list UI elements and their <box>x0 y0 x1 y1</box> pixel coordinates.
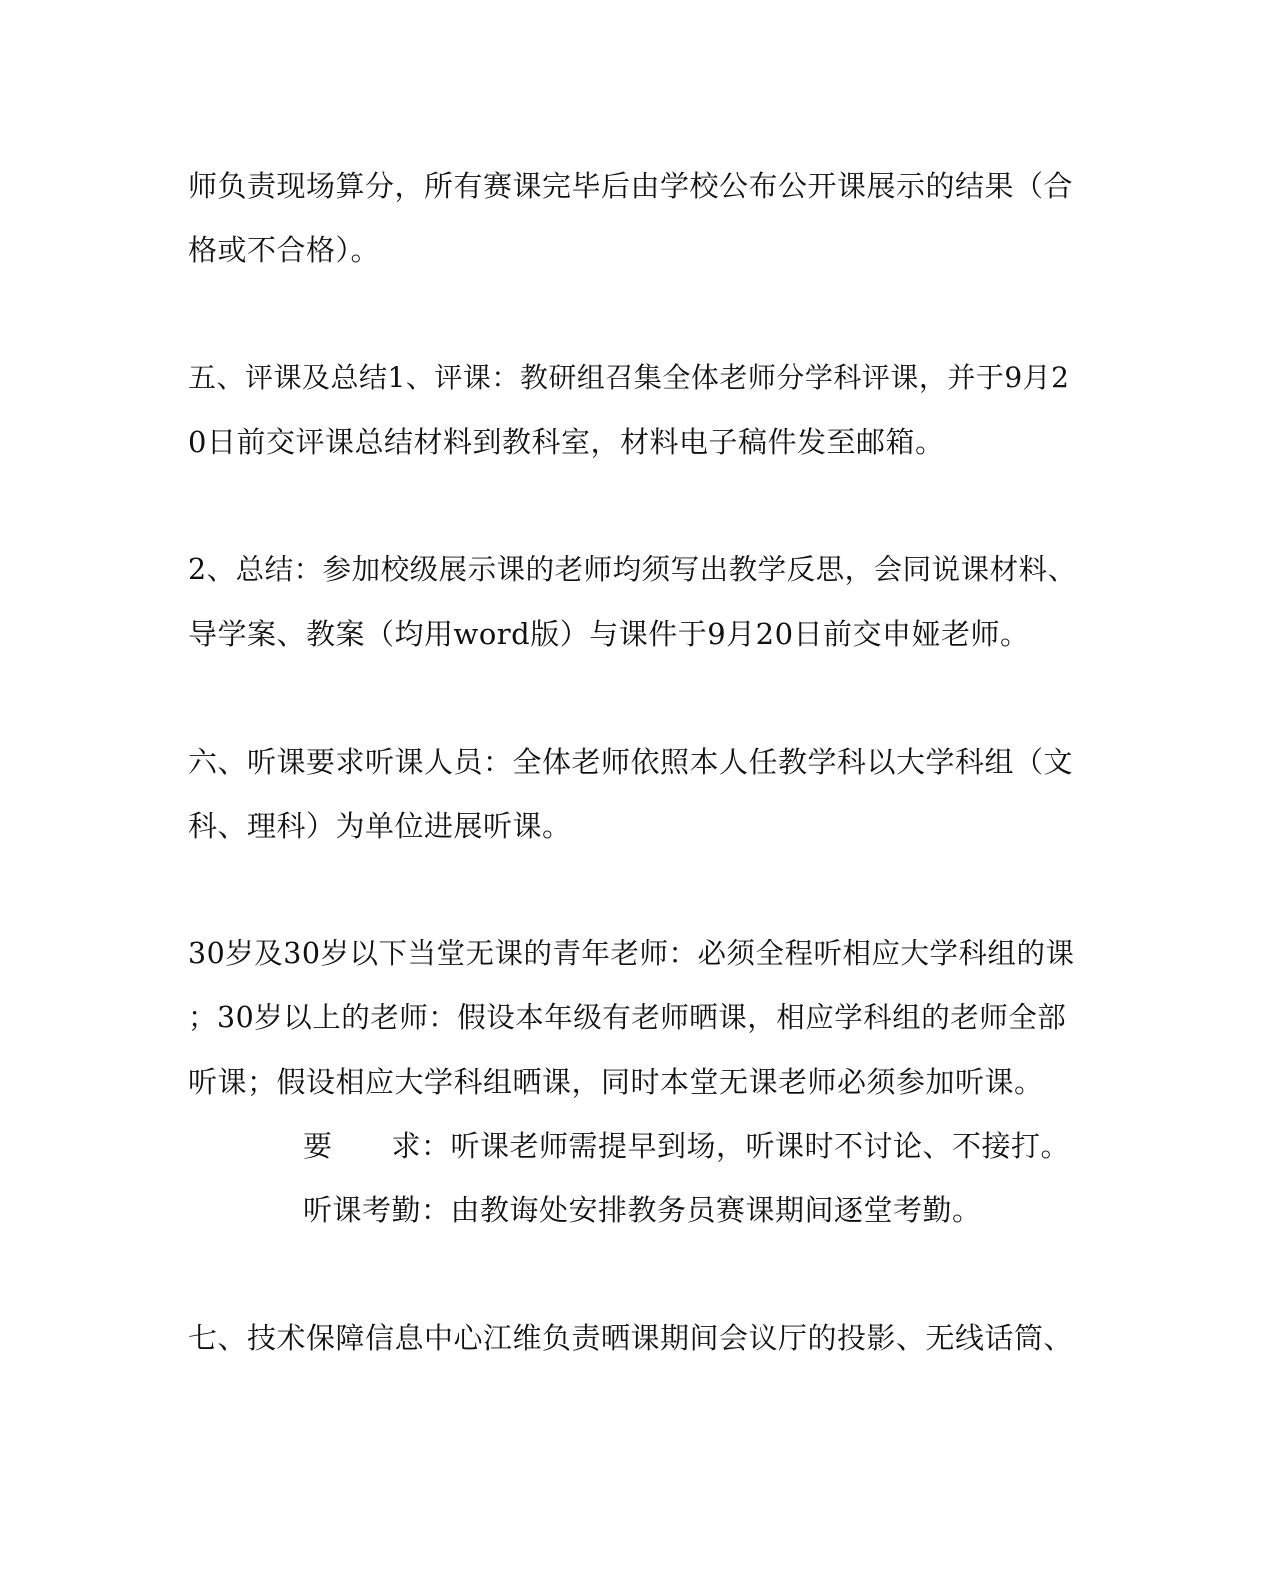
text-line: 格或不合格）。 <box>188 233 381 267</box>
text-line: 师负责现场算分，所有赛课完毕后由学校公布公开课展示的结果（合 <box>188 169 1074 203</box>
text-line: 科、理科）为单位进展听课。 <box>188 809 572 843</box>
text-line: ；30岁以上的老师：假设本年级有老师晒课，相应学科组的老师全部 <box>188 1001 1067 1034</box>
attendance-line: 听课考勤：由教诲处安排教务员赛课期间逐堂考勤。 <box>303 1193 982 1227</box>
section-heading-six: 六、听课要求听课人员：全体老师依照本人任教学科以大学科组（文 <box>188 745 1074 779</box>
section-heading-five: 五、评课及总结1、评课：教研组召集全体老师分学科评课，并于9月2 <box>188 361 1070 394</box>
text-line: 2、总结：参加校级展示课的老师均须写出教学反思，会同说课材料、 <box>188 553 1077 586</box>
text-line: 0日前交评课总结材料到教科室，材料电子稿件发至邮箱。 <box>188 425 945 459</box>
text-line: 导学案、教案（均用word版）与课件于9月20日前交申娅老师。 <box>188 617 1030 651</box>
requirement-line: 要 求：听课老师需提早到场，听课时不讨论、不接打。 <box>303 1129 1071 1163</box>
text-line: 30岁及30岁以下当堂无课的青年老师：必须全程听相应大学科组的课 <box>188 937 1075 970</box>
section-heading-seven: 七、技术保障信息中心江维负责晒课期间会议厅的投影、无线话筒、 <box>188 1321 1074 1355</box>
text-line: 听课；假设相应大学科组晒课，同时本堂无课老师必须参加听课。 <box>188 1065 1044 1099</box>
